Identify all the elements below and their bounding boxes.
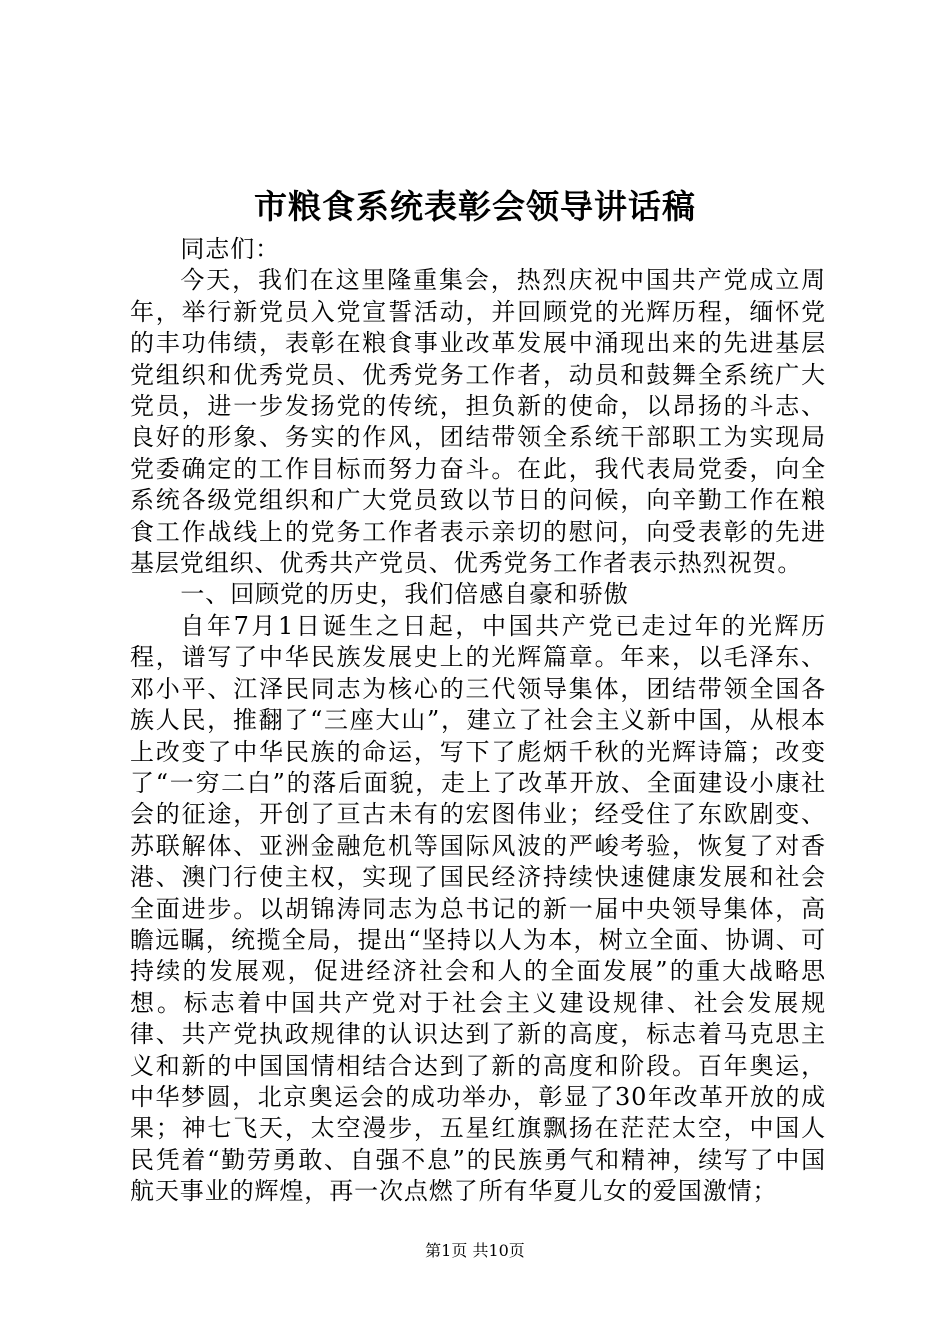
salutation-paragraph: 同志们： [180,235,280,263]
document-title: 市粮食系统表彰会领导讲话稿 [254,187,696,226]
section-heading: 一、回顾党的历史，我们倍感自豪和骄傲 [180,580,629,609]
history-paragraph: 自年7月1日诞生之日起，中国共产党已走过年的光辉历程，谱写了中华民族发展史上的光辉篇章。年来，以毛泽东、邓小平、江泽民同志为核心的三代领导集体，团结带领全国各族人民，推翻了“三座大山”，建立了社会主义新中国，从根本上改变了中华民族的命运，写下了彪炳千秋的光辉诗篇；改变了“一穷二白”的落后面貌，走上了改革开放、全面建设小康社会的征途，开创了亘古未有的宏图伟业；经受住了东欧剧变、苏联解体、亚洲金融危机等国际风波的严峻考验，恢复了对香港、澳门行使主权，实现了国民经济持续快速健康发展和社会全面进步。以胡锦涛同志为总书记的新一届中央领导集体，高瞻远瞩，统揽全局，提出“坚持以人为本，树立全面、协调、可持续的发展观，促进经济社会和人的全面发展”的重大战略思想。标志着中国共产党对于社会主义建设规律、社会发展规律、共产党执政规律的认识达到了新的高度，标志着马克思主义和新的中国国情相结合达到了新的高度和阶段。百年奥运，中华梦圆，北京奥运会的成功举办，彰显了30年改革开放的成果；神七飞天，太空漫步，五星红旗飘扬在茫茫太空，中国人民凭着“勤劳勇敢、自强不息”的民族勇气和精神，续写了中国航天事业的辉煌，再一次点燃了所有华夏儿女的爱国激情； [130,611,826,1206]
page-number-footer: 第1页 共10页 [425,1241,525,1260]
opening-paragraph: 今天，我们在这里隆重集会，热烈庆祝中国共产党成立周年，举行新党员入党宣誓活动，并回顾党的光辉历程，缅怀党的丰功伟绩，表彰在粮食事业改革发展中涌现出来的先进基层党组织和优秀党员、优秀党务工作者，动员和鼓舞全系统广大党员，进一步发扬党的传统，担负新的使命，以昂扬的斗志、良好的形象、务实的作风，团结带领全系统干部职工为实现局党委确定的工作目标而努力奋斗。在此，我代表局党委，向全系统各级党组织和广大党员致以节日的问候，向辛勤工作在粮食工作战线上的党务工作者表示亲切的慰问，向受表彰的先进基层党组织、优秀共产党员、优秀党务工作者表示热烈祝贺。 [130,266,826,578]
document-body [130,234,826,1208]
